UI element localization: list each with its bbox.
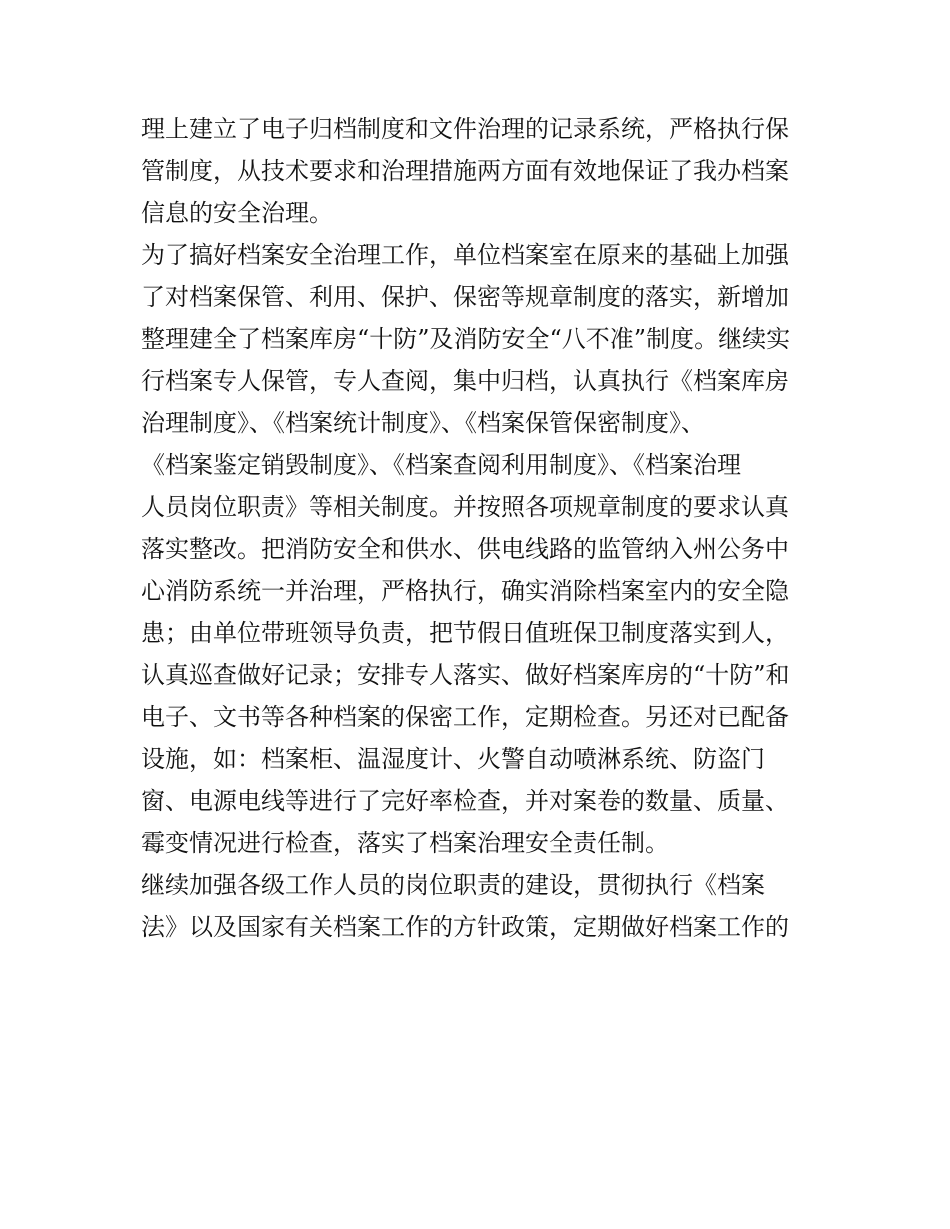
text-line: 《档案鉴定销毁制度》、《档案查阅利用制度》、《档案治理 [141, 451, 741, 479]
text-line: 心消防系统一并治理，严格执行，确实消除档案室内的安全隐 [141, 577, 789, 605]
text-line: 治理制度》、《档案统计制度》、《档案保管保密制度》、 [141, 409, 705, 437]
text-line: 法》以及国家有关档案工作的方针政策，定期做好档案工作的 [141, 913, 789, 941]
text-line: 落实整改。把消防安全和供水、供电线路的监管纳入州公务中 [141, 535, 789, 563]
text-line: 人员岗位职责》等相关制度。并按照各项规章制度的要求认真 [141, 493, 789, 521]
text-line: 整理建全了档案库房“十防”及消防安全“八不准”制度。继续实 [141, 325, 791, 353]
text-line: 窗、电源电线等进行了完好率检查，并对案卷的数量、质量、 [141, 787, 789, 815]
text-line: 了对档案保管、利用、保护、保密等规章制度的落实，新增加 [141, 283, 789, 311]
text-line: 信息的安全治理。 [141, 199, 333, 227]
text-line: 继续加强各级工作人员的岗位职责的建设，贯彻执行《档案 [141, 871, 765, 899]
text-line: 为了搞好档案安全治理工作，单位档案室在原来的基础上加强 [141, 241, 789, 269]
text-line: 设施，如：档案柜、温湿度计、火警自动喷淋系统、防盗门 [141, 745, 765, 773]
document-body [141, 108, 821, 948]
text-line: 电子、文书等各种档案的保密工作，定期检查。另还对已配备 [141, 703, 789, 731]
text-line: 理上建立了电子归档制度和文件治理的记录系统，严格执行保 [141, 115, 789, 143]
text-line: 认真巡查做好记录；安排专人落实、做好档案库房的“十防”和 [141, 661, 790, 689]
text-line: 行档案专人保管，专人查阅，集中归档，认真执行《档案库房 [141, 367, 789, 395]
text-line: 霉变情况进行检查，落实了档案治理安全责任制。 [141, 829, 669, 857]
text-line: 患；由单位带班领导负责，把节假日值班保卫制度落实到人， [141, 619, 789, 647]
text-line: 管制度，从技术要求和治理措施两方面有效地保证了我办档案 [141, 157, 789, 185]
